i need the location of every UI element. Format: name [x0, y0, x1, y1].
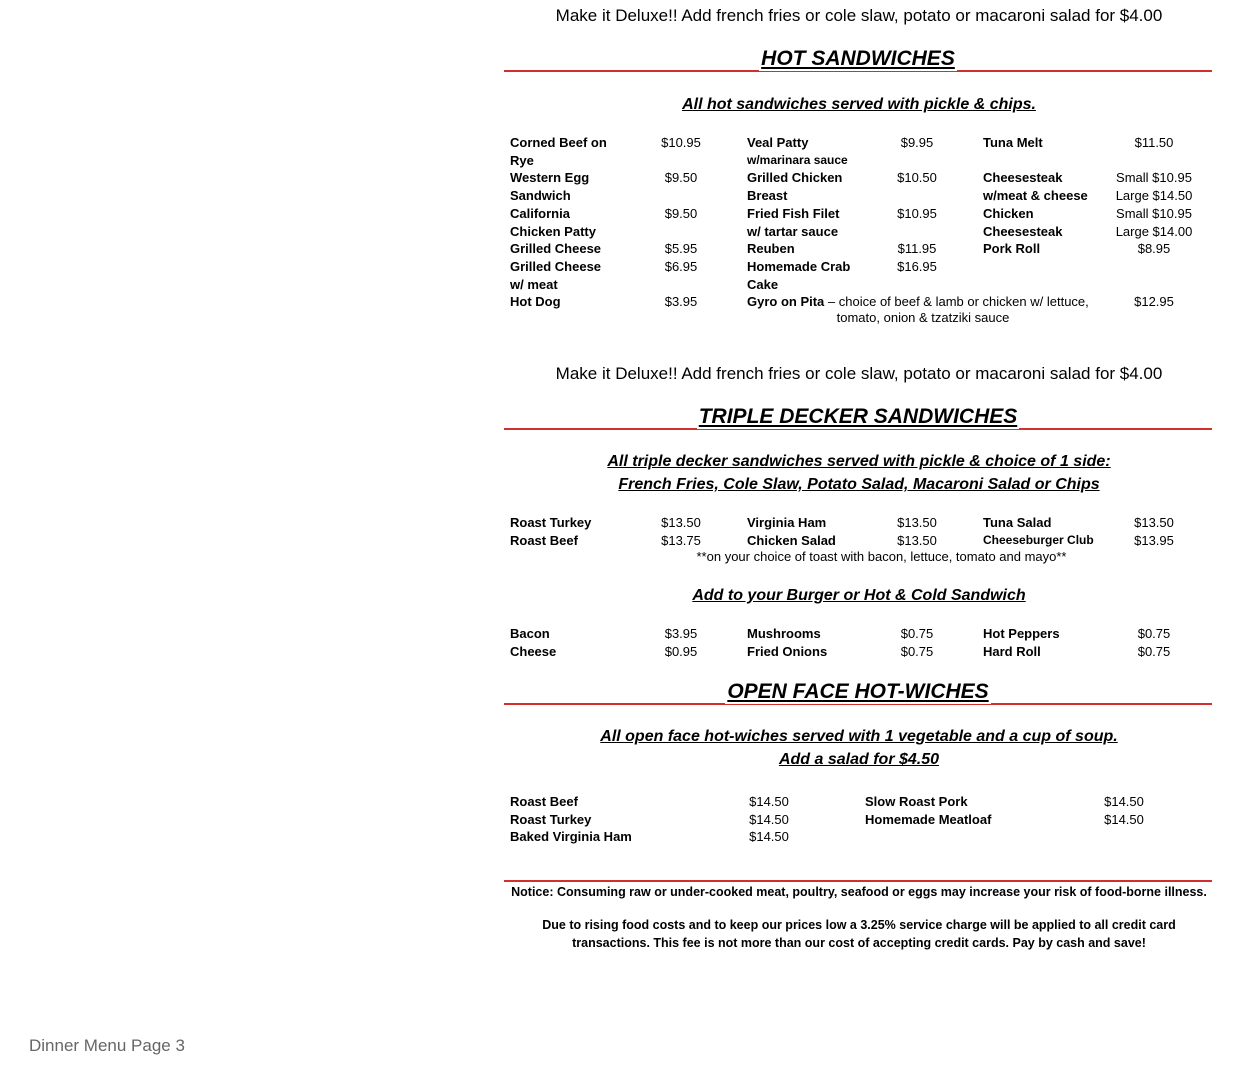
menu-item: Hot Peppers Hard Roll	[983, 626, 1060, 659]
menu-item: Bacon Cheese	[510, 626, 557, 659]
menu-item-gyro: Gyro on Pita – choice of beef & lamb or chicken w/ lettuce,	[747, 294, 1089, 309]
triple-decker-section-title	[504, 405, 1212, 431]
menu-item: Roast Turkey Roast Beef	[510, 515, 592, 548]
menu-item-price: $14.50 $14.50 $14.50	[749, 794, 789, 845]
hot-sandwiches-section-title	[504, 47, 1212, 73]
menu-item-price: $3.95	[664, 294, 698, 309]
menu-item-price: $13.50 $13.95	[1134, 515, 1174, 548]
food-safety-notice: Notice: Consuming raw or under-cooked meat, poultry, seafood or eggs may increase your risk of food-borne illness.	[511, 885, 1207, 899]
surcharge-line-1: Due to rising food costs and to keep our prices low a 3.25% service charge will be applied to all credit card	[542, 918, 1176, 932]
menu-item: Fried Fish Filet w/ tartar sauce	[747, 206, 840, 239]
menu-item: Grilled Cheese w/ meat	[510, 259, 602, 292]
menu-item-price: $0.75 $0.75	[900, 626, 934, 659]
menu-item-price: $13.50 $13.75	[661, 515, 701, 548]
menu-item: Corned Beef on Rye	[510, 135, 607, 168]
menu-item: Cheesesteak w/meat & cheese	[983, 170, 1088, 203]
menu-item: Roast Beef Roast Turkey Baked Virginia Ham	[510, 794, 632, 845]
menu-item-price: $14.50 $14.50	[1104, 794, 1144, 827]
page-caption: Dinner Menu Page 3	[29, 1036, 185, 1055]
menu-item-price: $3.95 $0.95	[664, 626, 698, 659]
menu-item: Grilled Chicken Breast	[747, 170, 843, 203]
hot-sandwiches-subheading: All hot sandwiches served with pickle & chips.	[682, 96, 1036, 113]
menu-item: Grilled Cheese	[510, 241, 602, 256]
menu-item: Virginia Ham Chicken Salad	[747, 515, 836, 548]
menu-item-price: $16.95	[897, 259, 937, 274]
menu-item: Homemade Crab Cake	[747, 259, 851, 292]
gyro-description: tomato, onion & tzatziki sauce	[836, 310, 1010, 325]
triple-decker-note: **on your choice of toast with bacon, lettuce, tomato and mayo**	[696, 549, 1067, 564]
menu-item: Chicken Cheesesteak	[983, 206, 1063, 239]
menu-item: Tuna Salad Cheeseburger Club	[983, 515, 1094, 547]
triple-decker-subheading-1: All triple decker sandwiches served with pickle & choice of 1 side:	[607, 453, 1111, 470]
menu-item-price: $9.50	[664, 170, 698, 185]
menu-item: Western Egg Sandwich	[510, 170, 590, 203]
menu-item: Slow Roast Pork Homemade Meatloaf	[865, 794, 992, 827]
deluxe-note-top: Make it Deluxe!! Add french fries or cole slaw, potato or macaroni salad for $4.00	[555, 6, 1163, 25]
menu-item-price: $9.50	[664, 206, 698, 221]
menu-item-price: $10.50	[897, 170, 937, 185]
deluxe-note-middle: Make it Deluxe!! Add french fries or cole slaw, potato or macaroni salad for $4.00	[555, 364, 1163, 383]
surcharge-line-2: transactions. This fee is not more than our cost of accepting credit cards. Pay by cash and save!	[572, 936, 1146, 950]
menu-item-price: $0.75 $0.75	[1137, 626, 1171, 659]
menu-item-price: $5.95	[664, 241, 698, 256]
menu-item: Pork Roll	[983, 241, 1041, 256]
menu-item-price: $6.95	[664, 259, 698, 274]
section-title-text: TRIPLE DECKER SANDWICHES	[698, 405, 1018, 428]
menu-item: Reuben	[747, 241, 795, 256]
menu-item-price: Small $10.95 Large $14.50	[1115, 170, 1193, 203]
notice-rule	[504, 880, 1212, 882]
menu-item: Hot Dog	[510, 294, 561, 309]
menu-item: Mushrooms Fried Onions	[747, 626, 828, 659]
section-title-text: OPEN FACE HOT-WICHES	[727, 680, 989, 703]
menu-item-price: $12.95	[1134, 294, 1174, 309]
menu-item-price: $10.95	[661, 135, 701, 150]
add-ons-subheading: Add to your Burger or Hot & Cold Sandwich	[692, 587, 1026, 604]
menu-item-price: Small $10.95 Large $14.00	[1115, 206, 1193, 239]
menu-item-price: $11.50	[1134, 135, 1174, 150]
menu-item-price: $11.95	[897, 241, 937, 256]
menu-item-price: $10.95	[897, 206, 937, 221]
menu-item-price: $13.50 $13.50	[897, 515, 937, 548]
section-title-text: HOT SANDWICHES	[761, 47, 955, 70]
triple-decker-subheading-2: French Fries, Cole Slaw, Potato Salad, Macaroni Salad or Chips	[618, 476, 1100, 493]
menu-item: California Chicken Patty	[510, 206, 596, 239]
menu-item-price: $8.95	[1137, 241, 1171, 256]
open-face-section-title	[504, 680, 1212, 706]
menu-item: Veal Patty w/marinara sauce	[747, 135, 848, 167]
open-face-subheading-2: Add a salad for $4.50	[778, 751, 940, 768]
open-face-subheading-1: All open face hot-wiches served with 1 vegetable and a cup of soup.	[600, 728, 1118, 745]
menu-item: Tuna Melt	[983, 135, 1043, 150]
menu-item-price: $9.95	[900, 135, 934, 150]
